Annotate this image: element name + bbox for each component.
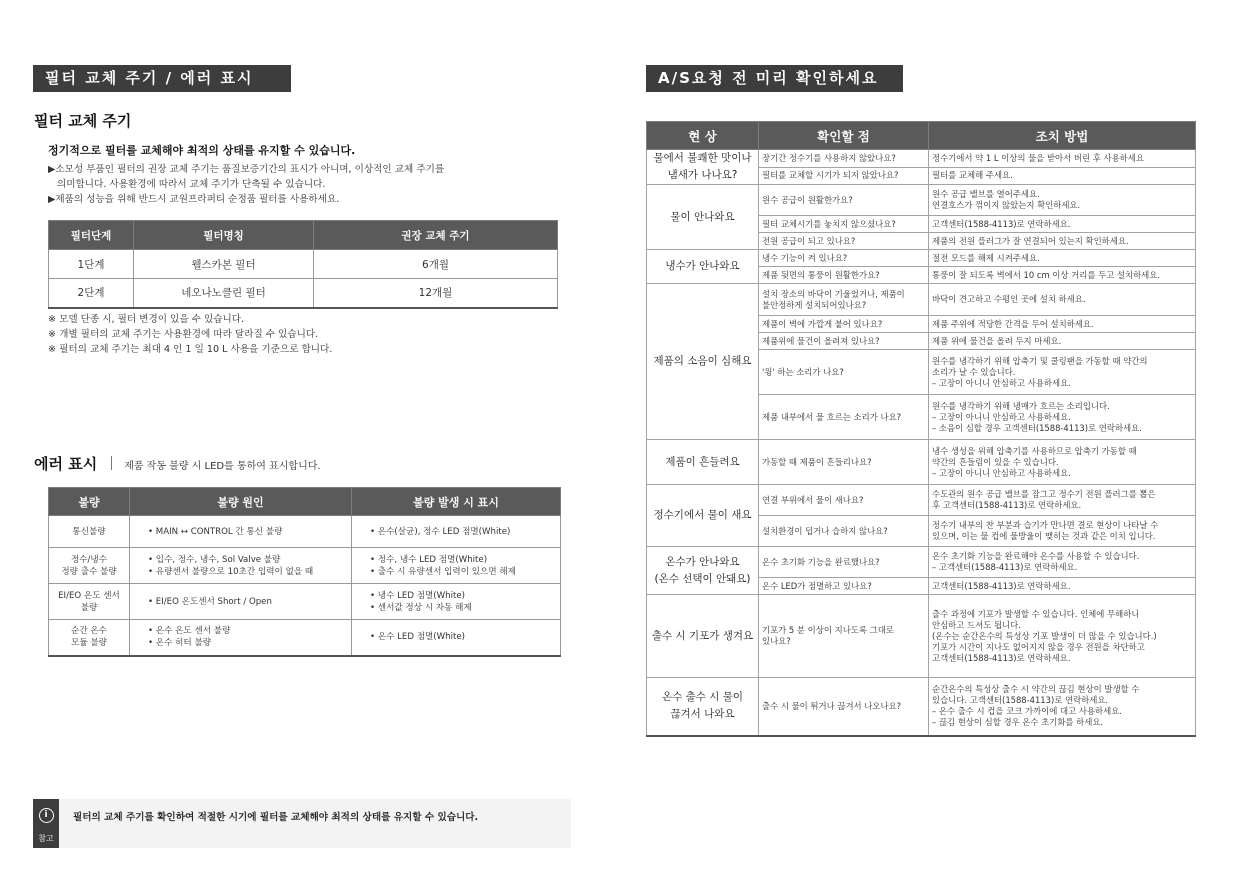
fault-cell bbox=[49, 516, 130, 548]
table-row bbox=[647, 250, 1196, 267]
check-cell bbox=[759, 233, 929, 250]
cell-line: 제품이 흔들려요 bbox=[665, 455, 740, 468]
reference-badge bbox=[33, 799, 59, 848]
cell-line: – 고객센터(1588-4113)로 연락하세요. bbox=[932, 562, 1078, 572]
cell-line: 설치 장소의 바닥이 기울었거나, 제품이 bbox=[762, 288, 905, 299]
symptom-cell bbox=[647, 150, 759, 185]
cell-line: 냉수가 안나와요 bbox=[665, 260, 740, 272]
cell-line: • 온수 온도 센서 불량 bbox=[148, 626, 231, 637]
bullet-line: 의미합니다. 사용환경에 따라서 교체 주기가 단축될 수 있습니다. bbox=[57, 179, 326, 190]
cell-line: 가동할 때 제품이 흔들리나요? bbox=[762, 456, 872, 467]
fault-cell bbox=[49, 584, 130, 620]
column-header: 확인할 점 bbox=[759, 122, 929, 150]
cell-line: • 유량센서 불량으로 10초간 입력이 없을 때 bbox=[148, 566, 314, 577]
cell-line: 약간의 흔들림이 있을 수 있습니다. bbox=[932, 456, 1059, 467]
display-cell bbox=[352, 620, 561, 656]
display-cell bbox=[352, 516, 561, 548]
cell-line: 설치환경이 덥거나 습하지 않나요? bbox=[762, 525, 888, 536]
action-cell bbox=[929, 395, 1196, 440]
action-cell bbox=[929, 333, 1196, 350]
cause-cell bbox=[130, 584, 352, 620]
cell-line: 후 고객센터(1588-4113)로 연락하세요. bbox=[932, 500, 1082, 510]
note-line: ※ 개별 필터의 교체 주기는 사용환경에 따라 달라질 수 있습니다. bbox=[48, 329, 319, 340]
info-icon: i bbox=[39, 808, 54, 823]
action-cell bbox=[929, 485, 1196, 516]
cell-line: 제품 내부에서 물 흐르는 소리가 나요? bbox=[762, 411, 902, 422]
check-cell bbox=[759, 316, 929, 333]
error-display-heading bbox=[34, 453, 321, 474]
cell-line: • 온수(살균), 정수 LED 점멸(White) bbox=[370, 526, 511, 537]
check-cell bbox=[759, 547, 929, 578]
cell-line: 원수 공급 밸브를 열어주세요. bbox=[932, 189, 1040, 199]
cell-line: • 정수, 냉수 LED 점멸(White) bbox=[370, 554, 488, 565]
table-row bbox=[49, 620, 561, 656]
cell-line: 원수를 냉각하기 위해 냉매가 흐르는 소리입니다. bbox=[932, 400, 1110, 411]
cell-line: 제품의 전원 플러그가 잘 연결되어 있는지 확인하세요. bbox=[932, 235, 1129, 246]
cell-line: 전원 공급이 되고 있나요? bbox=[762, 235, 856, 246]
filter-stage-cell: 2단계 bbox=[49, 279, 134, 308]
section-title-filter-error: 필터 교체 주기 / 에러 표시 bbox=[33, 65, 291, 92]
table-row bbox=[647, 440, 1196, 485]
table-row bbox=[647, 595, 1196, 678]
cause-cell bbox=[130, 516, 352, 548]
symptom-cell bbox=[647, 250, 759, 284]
column-header: 불량 발생 시 표시 bbox=[352, 488, 561, 516]
cell-line: 물이 안나와요 bbox=[670, 210, 735, 223]
cell-line: 냉수 생성을 위해 압축기를 사용하므로 압축기 가동할 때 bbox=[932, 445, 1137, 456]
cell-line: – 끊김 현상이 심할 경우 온수 초기화를 하세요. bbox=[932, 717, 1104, 728]
cell-line: – 소음이 심할 경우 고객센터(1588-4113)로 연락하세요. bbox=[932, 422, 1142, 433]
table-row bbox=[49, 548, 561, 584]
cell-line: • EI/EO 온도센서 Short / Open bbox=[148, 596, 272, 607]
cell-line: 고객센터(1588-4113)로 연락하세요. bbox=[932, 218, 1071, 229]
action-cell bbox=[929, 547, 1196, 578]
action-cell bbox=[929, 516, 1196, 547]
action-cell bbox=[929, 678, 1196, 736]
table-header-row bbox=[49, 221, 558, 250]
check-cell bbox=[759, 516, 929, 547]
check-cell bbox=[759, 395, 929, 440]
cell-line: 제품이 벽에 가깝게 붙어 있나요? bbox=[762, 318, 883, 329]
cell-line: 정수기 내부의 찬 부분과 습기가 만나면 결로 현상이 나타날 수 bbox=[932, 520, 1159, 530]
column-header: 권장 교체 주기 bbox=[314, 221, 558, 250]
check-cell bbox=[759, 350, 929, 395]
cell-line: 연결 부위에서 물이 새나요? bbox=[762, 494, 864, 505]
check-cell bbox=[759, 167, 929, 185]
check-cell bbox=[759, 578, 929, 595]
action-cell bbox=[929, 216, 1196, 233]
cell-line: 냄새가 나나요? bbox=[667, 169, 738, 181]
cell-line: 온수 출수 시 물이 bbox=[661, 691, 743, 704]
check-cell bbox=[759, 440, 929, 485]
check-cell bbox=[759, 678, 929, 736]
cell-line: 모듈 불량 bbox=[71, 638, 107, 649]
cell-line: • 온수 LED 점멸(White) bbox=[370, 632, 465, 643]
check-cell bbox=[759, 250, 929, 267]
check-cell bbox=[759, 595, 929, 678]
action-cell bbox=[929, 250, 1196, 267]
action-cell bbox=[929, 350, 1196, 395]
table-row bbox=[49, 584, 561, 620]
cell-line: 있습니다. 고객센터(1588-4113)로 연락하세요. bbox=[932, 695, 1109, 706]
cell-line: 장기간 정수기를 사용하지 않았나요? bbox=[762, 152, 896, 163]
cell-line: 필터 교체시기를 놓치지 않으셨나요? bbox=[762, 218, 896, 229]
troubleshooting-table bbox=[646, 121, 1196, 737]
column-header: 필터명칭 bbox=[134, 221, 314, 250]
filter-cycle-lead: 정기적으로 필터를 교체해야 최적의 상태를 유지할 수 있습니다. bbox=[48, 144, 356, 157]
cell-line: • 입수, 정수, 냉수, Sol Valve 불량 bbox=[148, 554, 281, 565]
action-cell bbox=[929, 440, 1196, 485]
table-row bbox=[647, 485, 1196, 516]
table-row bbox=[647, 284, 1196, 316]
cell-line: 기포가 시간이 지나도 없어지지 않을 경우 전원을 차단하고 bbox=[932, 641, 1145, 652]
cell-line: • 온수 히터 불량 bbox=[148, 638, 212, 649]
cell-line: 안심하고 드셔도 됩니다. bbox=[932, 619, 1021, 630]
cell-line: 연결호스가 꺾이지 않았는지 확인하세요. bbox=[932, 200, 1081, 210]
table-header-row bbox=[647, 122, 1196, 150]
cell-line: '윙' 하는 소리가 나요? bbox=[762, 366, 844, 377]
cell-line: 수도관의 원수 공급 밸브를 잠그고 정수기 전원 플러그를 뽑은 bbox=[932, 489, 1156, 499]
action-cell bbox=[929, 185, 1196, 216]
cell-line: (온수는 순간온수의 특성상 기포 발생이 더 많을 수 있습니다.) bbox=[932, 630, 1157, 641]
cell-line: 정수/냉수 bbox=[70, 554, 108, 565]
filter-name-cell: 네오나노클린 필터 bbox=[134, 279, 314, 308]
check-cell bbox=[759, 216, 929, 233]
symptom-cell bbox=[647, 185, 759, 250]
cell-line: 냉수 기능이 켜 있나요? bbox=[762, 252, 848, 263]
cell-line: 정수기에서 물이 새요 bbox=[653, 509, 752, 521]
cell-line: 필터를 교체할 시기가 되지 않았나요? bbox=[762, 170, 899, 181]
cell-line: 정수기에서 약 1 L 이상의 물을 받아서 버린 후 사용하세요 bbox=[932, 152, 1144, 163]
cell-line: (온수 선택이 안돼요) bbox=[654, 572, 751, 585]
column-header: 현 상 bbox=[647, 122, 759, 150]
cell-line: • 냉수 LED 점멸(White) bbox=[370, 590, 465, 601]
reference-label: 참고 bbox=[38, 834, 54, 843]
title-divider bbox=[111, 456, 112, 470]
fault-cell bbox=[49, 620, 130, 656]
table-row bbox=[49, 516, 561, 548]
cell-line: 출수 과정에 기포가 발생할 수 있습니다. 인체에 무해하니 bbox=[932, 608, 1140, 619]
check-cell bbox=[759, 333, 929, 350]
note-line: ※ 필터의 교체 주기는 최대 4 인 1 일 10 L 사용을 기준으로 합니다. bbox=[48, 344, 333, 355]
cell-line: 온수 LED가 점멸하고 있나요? bbox=[762, 580, 872, 591]
cause-cell bbox=[130, 548, 352, 584]
filter-cycle-title: 필터 교체 주기 bbox=[34, 112, 132, 130]
symptom-cell bbox=[647, 284, 759, 440]
table-row bbox=[647, 185, 1196, 216]
display-cell bbox=[352, 548, 561, 584]
filter-cycle-cell: 12개월 bbox=[314, 279, 558, 308]
check-cell bbox=[759, 267, 929, 284]
check-cell bbox=[759, 185, 929, 216]
table-row bbox=[49, 279, 558, 308]
cell-line: 원수 공급이 원활한가요? bbox=[762, 194, 853, 205]
cell-line: 제품 뒷면의 통풍이 원활한가요? bbox=[762, 269, 880, 280]
cell-line: 정량 출수 불량 bbox=[61, 566, 117, 577]
cell-line: – 고장이 아니니 안심하고 사용하세요. bbox=[932, 411, 1071, 422]
cell-line: 있으며, 이는 물 컵에 물방울이 맺히는 것과 같은 이치 입니다. bbox=[932, 531, 1156, 541]
cell-line: 끊겨서 나와요 bbox=[670, 708, 735, 721]
column-header: 조치 방법 bbox=[929, 122, 1196, 150]
action-cell bbox=[929, 595, 1196, 678]
cell-line: 온수가 안나와요 bbox=[665, 555, 740, 568]
cell-line: 통풍이 잘 되도록 벽에서 10 cm 이상 거리를 두고 설치하세요. bbox=[932, 269, 1161, 280]
cell-line: 제품 주위에 적당한 간격을 두어 설치하세요. bbox=[932, 318, 1094, 329]
table-header-row bbox=[49, 488, 561, 516]
table-row bbox=[647, 150, 1196, 168]
cell-line: 불량 bbox=[80, 602, 98, 613]
cell-line: 필터를 교체해 주세요. bbox=[932, 170, 1013, 181]
cell-line: 출수 시 기포가 생겨요 bbox=[651, 629, 754, 642]
filter-cycle-notes bbox=[48, 312, 332, 357]
action-cell bbox=[929, 284, 1196, 316]
filter-name-cell: 웰스카본 필터 bbox=[134, 250, 314, 279]
fault-cell bbox=[49, 548, 130, 584]
cell-line: 원수를 냉각하기 위해 압축기 및 쿨링팬을 가동할 때 약간의 bbox=[932, 355, 1148, 366]
cell-line: EI/EO 온도 센서 bbox=[58, 590, 120, 601]
cell-line: • MAIN ↔ CONTROL 간 통신 불량 bbox=[148, 526, 283, 537]
cell-line: 제품의 소음이 심해요 bbox=[653, 355, 752, 367]
column-header: 불량 원인 bbox=[130, 488, 352, 516]
action-cell bbox=[929, 233, 1196, 250]
table-row bbox=[647, 547, 1196, 578]
symptom-cell bbox=[647, 678, 759, 736]
section-title-as-check: A/S요청 전 미리 확인하세요 bbox=[646, 65, 903, 92]
filter-cycle-bullets bbox=[48, 162, 518, 207]
cell-line: – 고장이 아니니 안심하고 사용하세요. bbox=[932, 377, 1071, 388]
cell-line: 바닥이 견고하고 수평인 곳에 설치 하세요. bbox=[932, 294, 1086, 304]
action-cell bbox=[929, 267, 1196, 284]
cell-line: 순간 온수 bbox=[71, 626, 107, 637]
cell-line: 온수 초기화 기능을 완료했나요? bbox=[762, 556, 880, 567]
error-display-table bbox=[48, 487, 561, 657]
cell-line: – 온수 출수 시 컵을 코크 가까이에 대고 사용하세요. bbox=[932, 706, 1122, 717]
reference-text: 필터의 교체 주기를 확인하여 적절한 시기에 필터를 교체해야 최적의 상태를 유지할 수 있습니다. bbox=[73, 812, 479, 823]
filter-cycle-cell: 6개월 bbox=[314, 250, 558, 279]
filter-stage-cell: 1단계 bbox=[49, 250, 134, 279]
column-header: 필터단계 bbox=[49, 221, 134, 250]
symptom-cell bbox=[647, 440, 759, 485]
action-cell bbox=[929, 150, 1196, 168]
display-cell bbox=[352, 584, 561, 620]
column-header: 불량 bbox=[49, 488, 130, 516]
bullet-line: ▶제품의 성능을 위해 반드시 교원프라퍼티 순정품 필터를 사용하세요. bbox=[48, 194, 340, 205]
cell-line: 있나요? bbox=[762, 636, 791, 646]
check-cell bbox=[759, 284, 929, 316]
cell-line: 절전 모드를 해제 시켜주세요. bbox=[932, 252, 1040, 263]
cell-line: 기포가 5 분 이상이 지나도록 그대로 bbox=[762, 625, 894, 635]
filter-cycle-table bbox=[48, 220, 558, 309]
action-cell bbox=[929, 316, 1196, 333]
symptom-cell bbox=[647, 547, 759, 595]
check-cell bbox=[759, 485, 929, 516]
symptom-cell bbox=[647, 595, 759, 678]
cell-line: 고객센터(1588-4113)로 연락하세요. bbox=[932, 652, 1071, 663]
cell-line: 불안정하게 설치되어있나요? bbox=[762, 299, 867, 310]
cell-line: 온수 초기화 기능을 완료해야 온수를 사용할 수 있습니다. bbox=[932, 551, 1140, 561]
cell-line: 통신불량 bbox=[72, 526, 106, 537]
cell-line: 순간온수의 특성상 출수 시 약간의 끊김 현상이 발생할 수 bbox=[932, 684, 1140, 695]
cause-cell bbox=[130, 620, 352, 656]
cell-line: • 센서값 정상 시 자동 해제 bbox=[370, 602, 472, 613]
error-display-title: 에러 표시 bbox=[34, 455, 98, 473]
cell-line: 출수 시 물이 튀거나 끊겨서 나오나요? bbox=[762, 700, 902, 711]
cell-line: 소리가 날 수 있습니다. bbox=[932, 366, 1016, 377]
symptom-cell bbox=[647, 485, 759, 547]
note-line: ※ 모델 단종 시, 필터 변경이 있을 수 있습니다. bbox=[48, 314, 245, 325]
cell-line: 제품위에 물건이 올려져 있나요? bbox=[762, 335, 880, 346]
cell-line: 제품 위에 물건을 올려 두지 마세요. bbox=[932, 335, 1062, 346]
action-cell bbox=[929, 167, 1196, 185]
cell-line: • 출수 시 유량센서 입력이 있으면 해제 bbox=[370, 566, 516, 577]
cell-line: – 고장이 아니니 안심하고 사용하세요. bbox=[932, 467, 1071, 478]
table-row bbox=[647, 678, 1196, 736]
table-row bbox=[49, 250, 558, 279]
cell-line: 물에서 불쾌한 맛이나 bbox=[653, 152, 752, 164]
error-display-desc: 제품 작동 불량 시 LED를 통하여 표시합니다. bbox=[124, 461, 321, 472]
reference-note bbox=[33, 799, 571, 848]
bullet-line: ▶소모성 부품인 필터의 권장 교체 주기는 품질보증기간의 표시가 아니며, 이상적인 교체 주기를 bbox=[48, 164, 445, 175]
cell-line: 고객센터(1588-4113)로 연락하세요. bbox=[932, 580, 1071, 591]
action-cell bbox=[929, 578, 1196, 595]
check-cell bbox=[759, 150, 929, 168]
